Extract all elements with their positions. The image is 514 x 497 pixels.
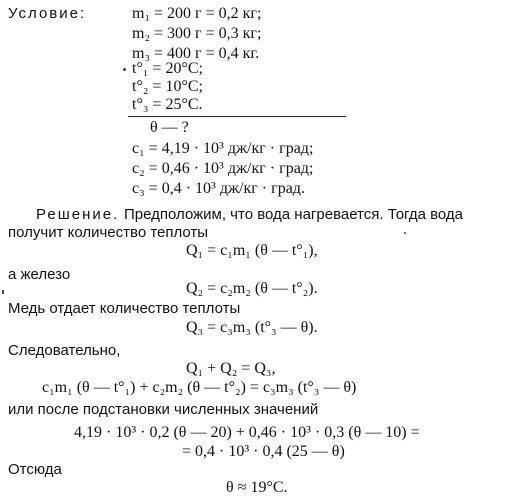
solution-line-hence: Отсюда xyxy=(8,461,62,478)
solution-heading: Решение. xyxy=(36,206,120,223)
print-speck xyxy=(404,232,406,234)
condition-heading: Условие: xyxy=(8,5,87,22)
solution-line-substitution: или после подстановки численных значений xyxy=(8,401,319,418)
solution-line-1: Предположим, что вода нагревается. Тогда вода xyxy=(124,206,464,223)
equation-balance: Q₁ + Q₂ = Q₃, xyxy=(186,360,276,377)
solution-line-therefore: Следовательно, xyxy=(8,342,121,359)
equation-q2: Q₂ = c₂m₂ (θ — t°₂). xyxy=(186,280,318,297)
equation-expanded: c₁m₁ (θ — t°₁) + c₂m₂ (θ — t°₂) = c₃m₃ (t°₃ — θ) xyxy=(42,379,357,396)
given-t1: t°₁ = 20°C; xyxy=(132,60,203,77)
equation-q3: Q₃ = c₃m₃ (t°₃ — θ). xyxy=(186,319,318,336)
print-speck xyxy=(123,68,126,71)
given-m1: m₁ = 200 г = 0,2 кг; xyxy=(132,5,262,22)
given-t3: t°₃ = 25°C. xyxy=(132,96,203,113)
solution-line-iron: а железо xyxy=(8,266,71,283)
constant-c3: c₃ = 0,4 · 10³ дж/кг · град. xyxy=(132,180,305,197)
equation-q1: Q₁ = c₁m₁ (θ — t°₁), xyxy=(186,242,318,259)
final-answer: θ ≈ 19°C. xyxy=(226,479,288,496)
unknown-quantity: θ — ? xyxy=(150,119,189,136)
solution-line-2: получит количество теплоты xyxy=(8,224,209,241)
given-t2: t°₂ = 10°C; xyxy=(132,78,203,95)
print-speck xyxy=(2,290,4,294)
constant-c1: c₁ = 4,19 · 10³ дж/кг · град; xyxy=(132,140,314,157)
solution-line-copper: Медь отдает количество теплоты xyxy=(8,300,241,317)
condition-divider xyxy=(128,116,346,117)
equation-numeric-right: = 0,4 · 10³ · 0,4 (25 — θ) xyxy=(182,443,345,460)
constant-c2: c₂ = 0,46 · 10³ дж/кг · град; xyxy=(132,160,314,177)
given-m3: m₃ = 400 г = 0,4 кг. xyxy=(132,45,260,62)
given-m2: m₂ = 300 г = 0,3 кг; xyxy=(132,25,262,42)
equation-numeric-left: 4,19 · 10³ · 0,2 (θ — 20) + 0,46 · 10³ · 0,3 (θ — 10) = xyxy=(74,424,420,441)
